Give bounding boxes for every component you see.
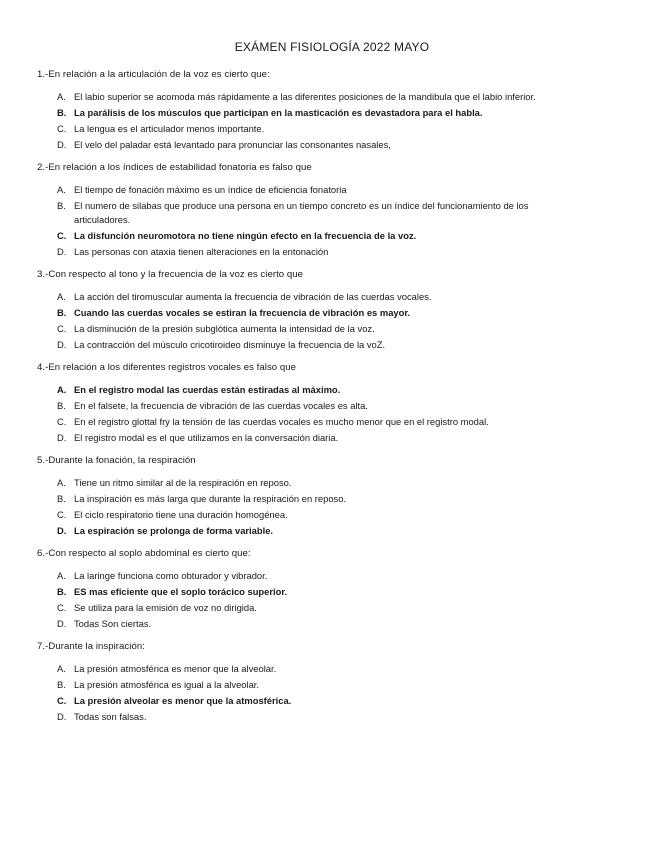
option-text: El tiempo de fonación máximo es un índice de eficiencia fonatoria — [74, 184, 347, 195]
option-item — [37, 199, 615, 227]
option-letter: C. — [57, 123, 67, 134]
question-5 — [37, 455, 615, 538]
option-letter: D. — [57, 618, 67, 629]
question-2 — [37, 162, 615, 259]
option-letter: A. — [57, 184, 66, 195]
option-text: La contracción del músculo cricotiroideo disminuye la frecuencia de la voZ. — [74, 339, 386, 350]
question-list — [37, 69, 615, 724]
option-item — [37, 290, 615, 304]
option-text: Se utiliza para la emisión de voz no dirigida. — [74, 602, 257, 613]
option-list — [37, 569, 615, 631]
option-text: La laringe funciona como obturador y vibrador. — [74, 570, 268, 581]
option-text: El velo del paladar está levantado para pronunciar las consonantes nasales, — [74, 139, 391, 150]
option-text: En el registro glottal fry la tensión de las cuerdas vocales es mucho menor que en el registro modal. — [74, 416, 489, 427]
option-letter: B. — [57, 107, 67, 118]
question-text: 7.-Durante la inspiración: — [37, 641, 145, 652]
option-text: Cuando las cuerdas vocales se estiran la frecuencia de vibración es mayor. — [74, 307, 411, 318]
option-item — [37, 710, 615, 724]
option-list — [37, 662, 615, 724]
option-item — [37, 617, 615, 631]
option-item — [37, 678, 615, 692]
option-letter: B. — [57, 307, 67, 318]
question-text: 4.-En relación a los diferentes registros vocales es falso que — [37, 362, 297, 373]
option-letter: B. — [57, 200, 66, 211]
option-item — [37, 138, 615, 152]
option-item — [37, 662, 615, 676]
option-text: En el registro modal las cuerdas están estiradas al máximo. — [74, 384, 341, 395]
option-text: En el falsete, la frecuencia de vibración de las cuerdas vocales es alta. — [74, 400, 368, 411]
option-text: Todas son falsas. — [74, 711, 147, 722]
option-letter: C. — [57, 416, 67, 427]
option-letter: D. — [57, 432, 67, 443]
option-item — [37, 399, 615, 413]
option-list — [37, 183, 615, 259]
option-text: Las personas con ataxia tienen alteraciones en la entonación — [74, 246, 329, 257]
option-list — [37, 90, 615, 152]
option-letter: C. — [57, 695, 67, 706]
option-item — [37, 569, 615, 583]
question-text: 6.-Con respecto al soplo abdominal es cierto que: — [37, 548, 251, 559]
option-letter: C. — [57, 323, 67, 334]
question-7 — [37, 641, 615, 724]
option-list — [37, 476, 615, 538]
option-item — [37, 245, 615, 259]
option-list — [37, 290, 615, 352]
option-item — [37, 601, 615, 615]
option-letter: B. — [57, 493, 66, 504]
option-text: La disfunción neuromotora no tiene ningún efecto en la frecuencia de la voz. — [74, 230, 417, 241]
option-item — [37, 476, 615, 490]
option-letter: A. — [57, 91, 66, 102]
option-letter: A. — [57, 570, 66, 581]
option-letter: A. — [57, 291, 66, 302]
question-3 — [37, 269, 615, 352]
option-letter: A. — [57, 663, 66, 674]
option-list — [37, 383, 615, 445]
option-text: Todas Son ciertas. — [74, 618, 152, 629]
option-item — [37, 106, 615, 120]
page-title: EXÁMEN FISIOLOGÍA 2022 MAYO — [234, 40, 430, 54]
option-text: La presión atmosférica es menor que la alveolar. — [74, 663, 277, 674]
option-text: La espiración se prolonga de forma variable. — [74, 525, 274, 536]
question-6 — [37, 548, 615, 631]
option-letter: B. — [57, 586, 67, 597]
option-letter: D. — [57, 339, 67, 350]
option-item — [37, 524, 615, 538]
option-item — [37, 122, 615, 136]
question-4 — [37, 362, 615, 445]
option-text: El numero de silabas que produce una persona en un tiempo concreto es un índice del funcionamiento de los articuladores. — [74, 200, 529, 225]
option-item — [37, 306, 615, 320]
question-text: 1.-En relación a la articulación de la voz es cierto que: — [37, 69, 270, 80]
option-letter: D. — [57, 246, 67, 257]
option-text: Tiene un ritmo similar al de la respiración en reposo. — [74, 477, 292, 488]
option-letter: B. — [57, 679, 66, 690]
option-text: La parálisis de los músculos que participan en la masticación es devastadora para el habla. — [74, 107, 483, 118]
option-item — [37, 229, 615, 243]
option-item — [37, 694, 615, 708]
option-item — [37, 183, 615, 197]
option-letter: A. — [57, 384, 67, 395]
option-letter: A. — [57, 477, 66, 488]
option-letter: C. — [57, 602, 67, 613]
question-text: 2.-En relación a los índices de estabilidad fonatoria es falso que — [37, 162, 312, 173]
option-letter: C. — [57, 230, 67, 241]
option-text: La presión alveolar es menor que la atmosférica. — [74, 695, 292, 706]
question-text: 5.-Durante la fonación, la respiración — [37, 455, 196, 466]
option-text: La presión atmosférica es igual a la alveolar. — [74, 679, 259, 690]
option-item — [37, 383, 615, 397]
option-text: El labio superior se acomoda más rápidamente a las diferentes posiciones de la mandibula que el labio inferior. — [74, 91, 536, 102]
option-letter: D. — [57, 711, 67, 722]
option-item — [37, 431, 615, 445]
option-item — [37, 492, 615, 506]
option-text: El ciclo respiratorio tiene una duración homogénea. — [74, 509, 288, 520]
option-letter: B. — [57, 400, 66, 411]
option-text: La lengua es el articulador menos importante. — [74, 123, 265, 134]
option-item — [37, 322, 615, 336]
option-letter: C. — [57, 509, 67, 520]
option-letter: D. — [57, 525, 67, 536]
option-text: La disminución de la presión subglótica aumenta la intensidad de la voz. — [74, 323, 375, 334]
option-letter: D. — [57, 139, 67, 150]
option-text: La acción del tiromuscular aumenta la frecuencia de vibración de las cuerdas vocales. — [74, 291, 432, 302]
question-1 — [37, 69, 615, 152]
option-text: El registro modal es el que utilizamos en la conversación diaria. — [74, 432, 339, 443]
option-item — [37, 585, 615, 599]
option-item — [37, 338, 615, 352]
option-item — [37, 90, 615, 104]
option-item — [37, 415, 615, 429]
option-text: La inspiración es más larga que durante la respiración en reposo. — [74, 493, 347, 504]
question-text: 3.-Con respecto al tono y la frecuencia de la voz es cierto que — [37, 269, 304, 280]
option-item — [37, 508, 615, 522]
option-text: ES mas eficiente que el soplo torácico superior. — [74, 586, 288, 597]
